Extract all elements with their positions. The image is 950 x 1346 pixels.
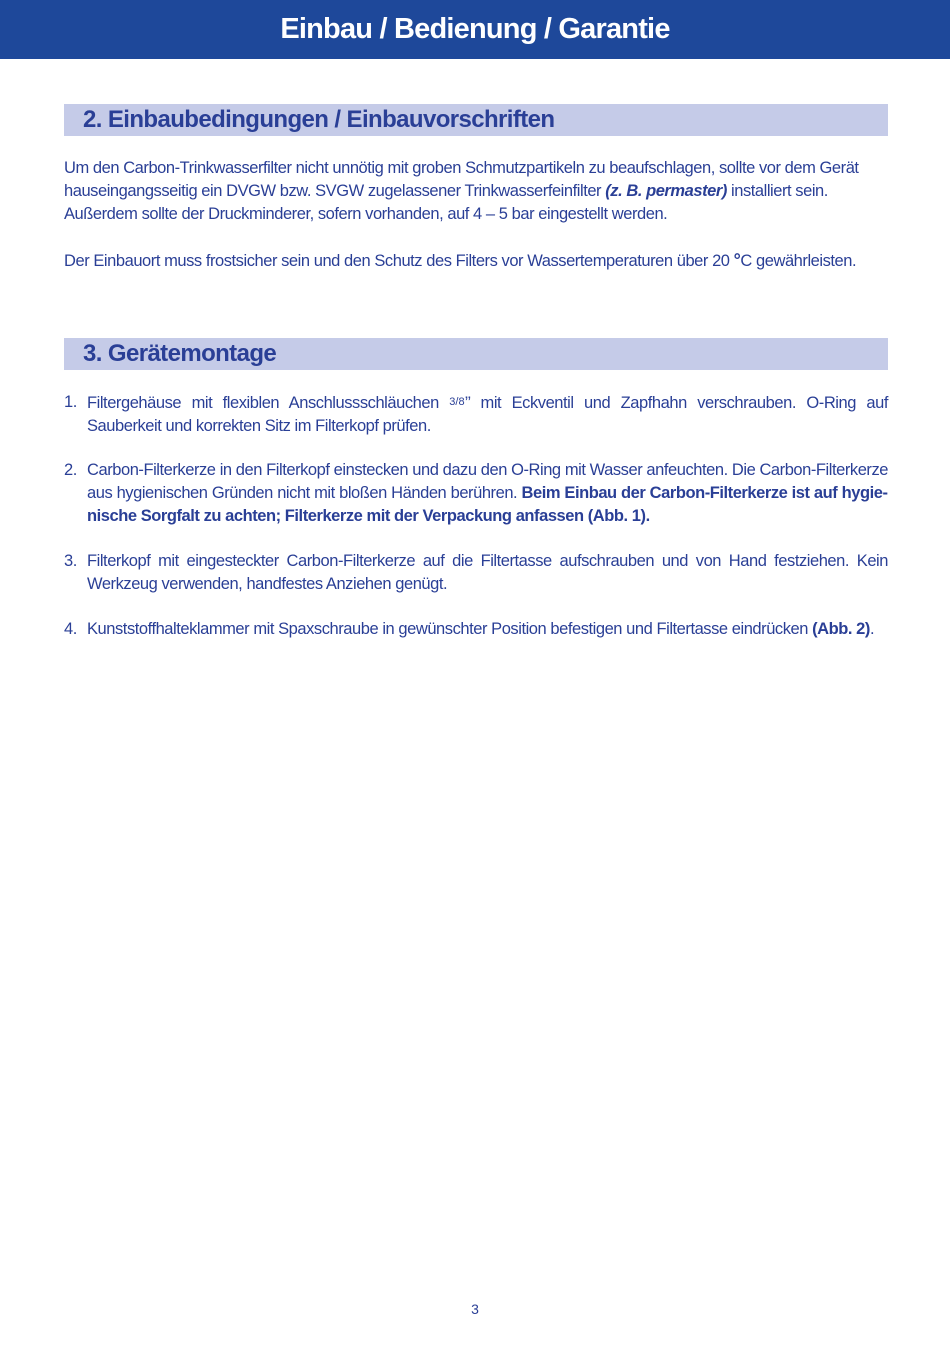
- paragraph-text: C gewährleisten.: [740, 252, 857, 270]
- list-text: [87, 618, 888, 641]
- list-item-3: [64, 550, 888, 596]
- fraction-three-eighths: 3/8: [449, 396, 465, 408]
- list-text: Filterkopf mit eingesteckter Carbon-Filterkerze auf die Filtertasse aufschrauben und von Hand festziehen. Kein Werkzeug verwenden, handfestes Anziehen genügt.: [87, 552, 888, 593]
- list-number: 1.: [64, 393, 77, 411]
- list-text-part: Carbon-Filterkerze in den Filterkopf einstecken und dazu den O-Ring mit Wasser anfeuchten. Die Carbon-Filterkerze aus hygienischen Gründen nicht mit bloßen Händen berühren.: [87, 461, 888, 502]
- page-number: 3: [471, 1301, 479, 1317]
- paragraph-text: Der Einbauort muss frostsicher sein und den Schutz des Filters vor Wassertemperaturen über 20: [64, 252, 734, 270]
- list-item-4: [64, 618, 888, 641]
- list-item-1: [64, 391, 888, 438]
- list-text-part: Kunststoffhalteklammer mit Spaxschraube in gewünschter Position befestigen und Filtertasse eindrücken: [87, 620, 813, 638]
- list-number: 3.: [64, 552, 77, 570]
- section-heading-einbaubedingungen: 2. Einbaubedingungen / Einbauvorschriften: [64, 104, 888, 136]
- list-number: 2.: [64, 461, 77, 479]
- section-heading-geraetemontage: 3. Gerätemontage: [64, 338, 888, 370]
- degree-symbol: °: [733, 250, 741, 270]
- list-text-part: Filtergehäuse mit flexiblen Anschlussschläuchen: [87, 394, 450, 412]
- paragraph-prefilter: [64, 157, 888, 226]
- paragraph-location: [64, 249, 888, 273]
- list-text-part: .: [869, 620, 875, 638]
- paragraph-text: Um den Carbon-Trinkwasserfilter nicht unnötig mit groben Schmutzpartikeln zu beaufschlagen, sollte vor dem Gerät hauseingangsseitig ein DVGW bzw. SVGW zugelassener Trinkwasserfeinfilter: [64, 159, 859, 200]
- paragraph-pressure: Außerdem sollte der Druckminderer, sofern vorhanden, auf 4 – 5 bar eingestellt werden.: [64, 205, 668, 223]
- page-header: [0, 0, 950, 59]
- emphasis-permaster: (z. B. permaster): [605, 182, 727, 200]
- list-text-bold: Beim Einbau der Carbon-Filterkerze ist auf hygienische Sorgfalt zu achten; Filterkerze mit der Verpackung anfassen (Abb. 1).: [87, 484, 888, 525]
- list-item-2: [64, 459, 888, 528]
- paragraph-text: installiert sein.: [726, 182, 828, 200]
- page-title: Einbau / Bedienung / Garantie: [280, 13, 670, 45]
- list-number: 4.: [64, 620, 77, 638]
- list-text: [87, 459, 888, 528]
- list-text: [87, 391, 888, 438]
- list-text-bold: (Abb. 2): [812, 620, 870, 638]
- list-text-part: ’’ mit Eckventil und Zapfhahn verschrauben. O-Ring auf Sauberkeit und korrekten Sitz im Filterkopf prüfen.: [87, 394, 888, 435]
